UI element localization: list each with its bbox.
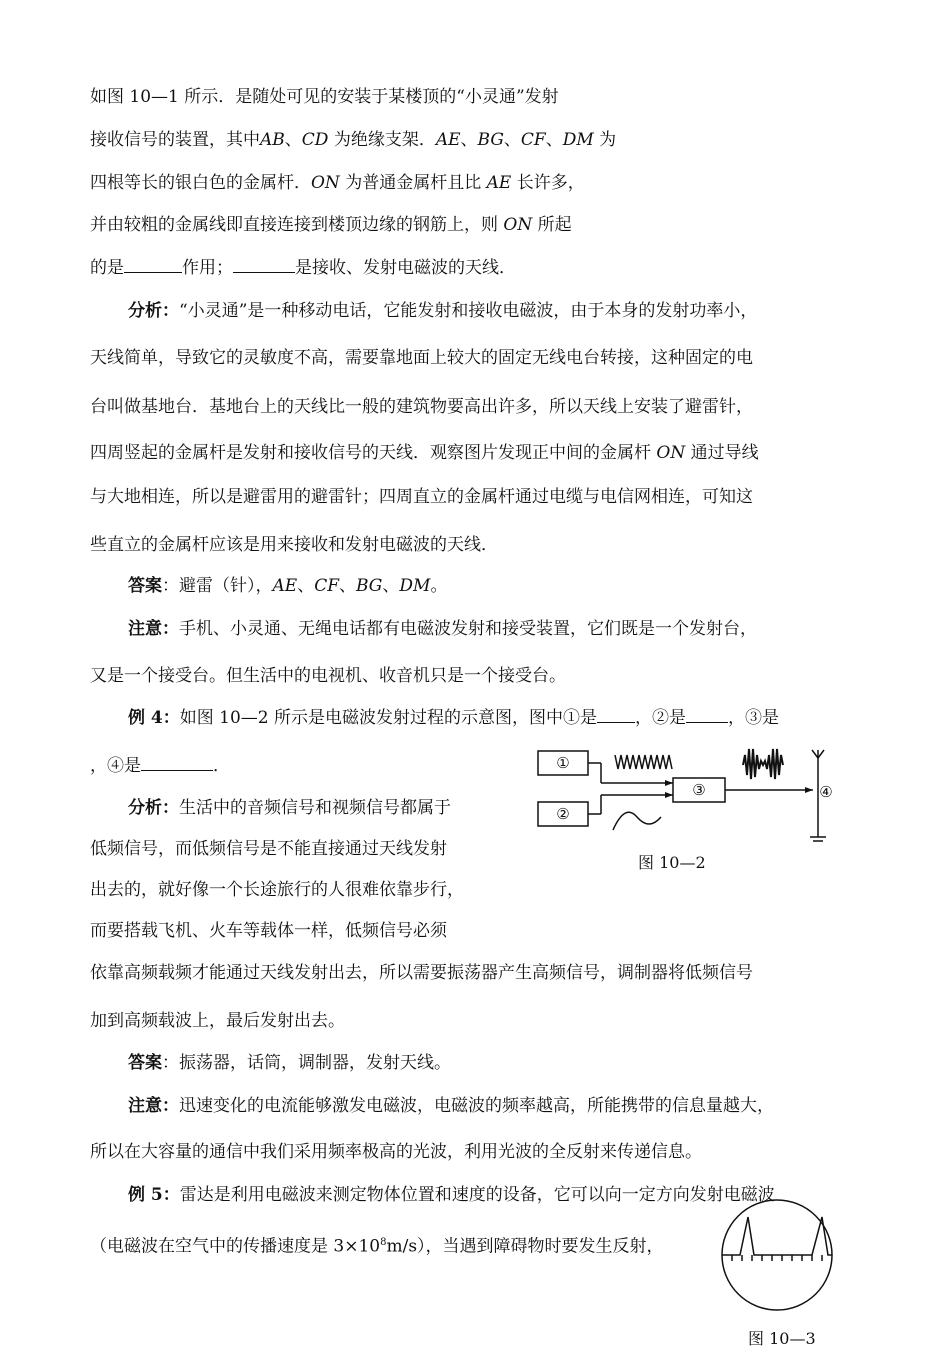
blank-2 [233, 256, 295, 273]
blank-3 [597, 706, 635, 723]
label-4: ④ [819, 783, 833, 801]
note-2-line-2: 所以在大容量的通信中我们采用频率极高的光波，利用光波的全反射来传递信息。 [90, 1142, 702, 1162]
example-5-line-2: （电磁波在空气中的传播速度是 $3\times 10^8m/s$），当遇到障碍物时要发生反射， [90, 1236, 664, 1257]
high-frequency-wave [615, 755, 672, 769]
example-4-line-2: ，④是 ． [90, 756, 230, 776]
analysis-1-line-3: 台叫做基地台．基地台上的天线比一般的建筑物要高出许多，所以天线上安装了避雷针， [90, 397, 753, 417]
figure-10-2-diagram [533, 745, 843, 845]
p1-line-5: 的是 作用； 是接收、发射电磁波的天线． [90, 258, 516, 278]
blank-1 [124, 256, 182, 273]
p1-line-4: 并由较粗的金属线即直接连接到楼顶边缘的钢筋上，则 ON 所起 [90, 215, 572, 235]
analysis-2-line-2: 低频信号，而低频信号是不能直接通过天线发射 [90, 839, 447, 859]
figure-10-2 [533, 745, 843, 845]
analysis-1-line-2: 天线简单，导致它的灵敏度不高，需要靠地面上较大的固定无线电台转接，这种固定的电 [90, 348, 753, 368]
answer-1: 答案：避雷（针），AE、CF、BG、DM。 [128, 576, 448, 596]
note-1-line-2: 又是一个接受台。但生活中的电视机、收音机只是一个接受台。 [90, 666, 566, 686]
answer-2: 答案：振荡器，话筒，调制器，发射天线。 [128, 1053, 451, 1073]
blank-5 [141, 754, 213, 771]
p1-line-1: 如图 10—1 所示．是随处可见的安装于某楼顶的“小灵通”发射 [90, 87, 559, 107]
example-5-line-1: 例 5：雷达是利用电磁波来测定物体位置和速度的设备，它可以向一定方向发射电磁波 [128, 1185, 775, 1205]
label-2: ② [556, 805, 570, 823]
analysis-1-line-1: 分析：“小灵通”是一种移动电话，它能发射和接收电磁波，由于本身的发射功率小， [128, 301, 758, 321]
p1-line-2: 接收信号的装置，其中AB、CD 为绝缘支架．AE、BG、CF、DM 为 [90, 130, 617, 150]
figure-10-3-caption: 图 10—3 [748, 1329, 816, 1348]
label-1: ① [556, 754, 570, 772]
modulated-wave [743, 749, 783, 779]
analysis-2-line-1: 分析：生活中的音频信号和视频信号都属于 [128, 798, 451, 818]
figure-10-2-caption: 图 10—2 [638, 853, 706, 872]
label-3: ③ [692, 781, 706, 799]
note-2-line-1: 注意：迅速变化的电流能够激发电磁波，电磁波的频率越高，所能携带的信息量越大， [128, 1096, 774, 1116]
note-1-line-1: 注意：手机、小灵通、无绳电话都有电磁波发射和接受装置，它们既是一个发射台， [128, 619, 757, 639]
analysis-2-line-5: 依靠高频载频才能通过天线发射出去，所以需要振荡器产生高频信号，调制器将低频信号 [90, 963, 753, 983]
analysis-2-line-3: 出去的，就好像一个长途旅行的人很难依靠步行， [90, 880, 464, 900]
example-4-line-1: 例 4：如图 10—2 所示是电磁波发射过程的示意图，图中①是 ，②是 ，③是 [128, 708, 780, 728]
radar-trace [722, 1217, 832, 1255]
radar-screen [714, 1196, 840, 1314]
analysis-2-line-4: 而要搭载飞机、火车等载体一样，低频信号必须 [90, 921, 447, 941]
figure-10-3 [714, 1196, 840, 1314]
analysis-2-line-6: 加到高频载波上，最后发射出去。 [90, 1011, 345, 1031]
low-frequency-wave [613, 812, 661, 830]
p1-line-3: 四根等长的银白色的金属杆．ON 为普通金属杆且比 AE 长许多， [90, 173, 585, 193]
analysis-1-line-6: 些直立的金属杆应该是用来接收和发射电磁波的天线． [90, 535, 498, 555]
blank-4 [686, 706, 728, 723]
analysis-1-line-4: 四周竖起的金属杆是发射和接收信号的天线．观察图片发现正中间的金属杆 ON 通过导线 [90, 443, 759, 463]
analysis-1-line-5: 与大地相连，所以是避雷用的避雷针；四周直立的金属杆通过电缆与电信网相连，可知这 [90, 487, 753, 507]
